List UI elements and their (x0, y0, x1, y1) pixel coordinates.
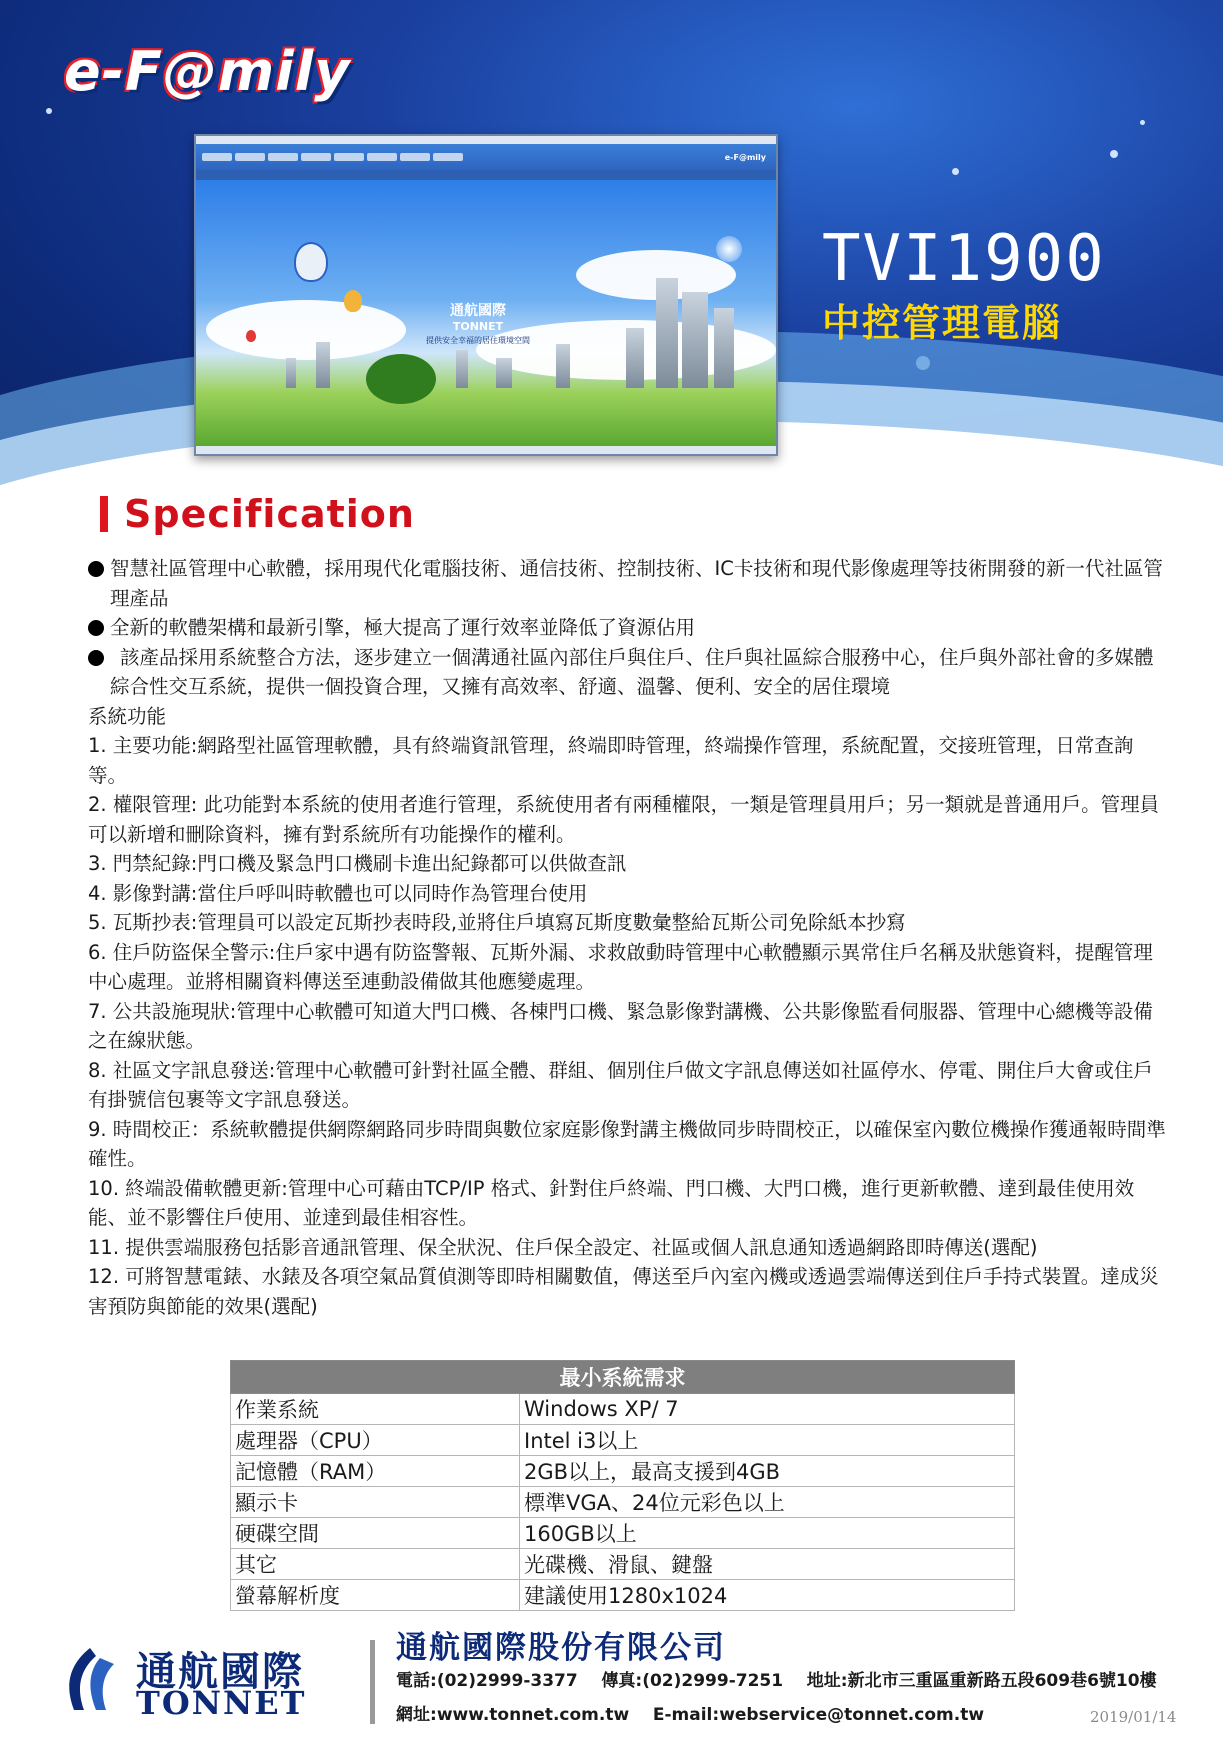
spec-title: Specification (124, 492, 415, 536)
phone-number: (02)2999-3377 (436, 1671, 578, 1691)
sun-icon (716, 236, 742, 262)
address: 新北市三重區重新路五段609巷6號10樓 (847, 1671, 1157, 1691)
balloon-icon (246, 330, 256, 342)
functions-title: 系統功能 (88, 704, 167, 728)
spec-heading (100, 494, 415, 534)
building-shape (682, 292, 708, 388)
building-shape (286, 358, 296, 388)
spec-bullet: 該產品採用系統整合方法，逐步建立一個溝通社區內部住戶與住戶、住戶與社區綜合服務中心，住戶與外部社會的多媒體綜合性交互系統，提供一個投資合理，又擁有高效率、舒適、溫馨、便利、安全的居住環境 (88, 643, 1168, 702)
window-statusbar (196, 446, 776, 454)
function-item: 3. 門禁紀錄:門口機及緊急門口機刷卡進出紀錄都可以供做查訊 (88, 852, 627, 875)
bullet-dot-icon (88, 620, 104, 636)
tree-shape (366, 354, 436, 404)
toolbar-icon (268, 153, 298, 161)
building-shape (556, 344, 570, 388)
efamily-logo: e-F@mily (64, 40, 351, 103)
screen-logo (426, 300, 530, 346)
function-item: 2. 權限管理: 此功能對本系統的使用者進行管理，系統使用者有兩種權限，一類是管理員用戶；另一類就是普通用戶。管理員可以新增和刪除資料，擁有對系統所有功能操作的權利。 (88, 793, 1160, 846)
fax-number: (02)2999-7251 (642, 1671, 784, 1691)
spec-bullet: 全新的軟體架構和最新引擎，極大提高了運行效率並降低了資源佔用 (88, 613, 1168, 643)
table-row: 記憶體（RAM） 2GB以上，最高支援到4GB (231, 1456, 1015, 1487)
table-row: 硬碟空間 160GB以上 (231, 1518, 1015, 1549)
bullet-dot-icon (88, 650, 104, 666)
function-item: 1. 主要功能:網路型社區管理軟體，具有終端資訊管理，終端即時管理，終端操作管理，系統配置，交接班管理，日常查詢等。 (88, 734, 1134, 787)
star-dot (1110, 150, 1118, 158)
balloon-icon (344, 290, 362, 312)
footer-divider (370, 1640, 375, 1724)
toolbar-icon (334, 153, 364, 161)
function-item: 5. 瓦斯抄表:管理員可以設定瓦斯抄表時段,並將住戶填寫瓦斯度數彙整給瓦斯公司免除紙本抄寫 (88, 911, 906, 934)
cloud-shape (206, 300, 406, 360)
screen-slogan: 提供安全幸福的居住環境空間 (426, 336, 530, 345)
tonnet-logo (60, 1640, 330, 1720)
contact-line: 網址:www.tonnet.com.tw E-mail:webservice@tonnet.com.tw (396, 1705, 985, 1725)
table-row: 顯示卡 標準VGA、24位元彩色以上 (231, 1487, 1015, 1518)
heading-accent-bar (100, 496, 108, 532)
tonnet-mark-icon (60, 1644, 120, 1714)
contact-line: 電話:(02)2999-3377 傳真:(02)2999-7251 地址:新北市三重區重新路五段609巷6號10樓 (396, 1671, 1157, 1691)
email-link[interactable]: webservice@tonnet.com.tw (719, 1705, 985, 1725)
spec-content (88, 554, 1168, 1321)
bullet-dot-icon (88, 561, 104, 577)
function-item: 8. 社區文字訊息發送:管理中心軟體可針對社區全體、群組、個別住戶做文字訊息傳送如社區停水、停電、開住戶大會或住戶有掛號信包裹等文字訊息發送。 (88, 1058, 1153, 1111)
function-item: 4. 影像對講:當住戶呼叫時軟體也可以同時作為管理台使用 (88, 881, 588, 905)
table-row: 作業系統 Windows XP/ 7 (231, 1394, 1015, 1425)
spec-bullet: 智慧社區管理中心軟體，採用現代化電腦技術、通信技術、控制技術、IC卡技術和現代影像處理等技術開發的新一代社區管理產品 (88, 554, 1168, 613)
building-shape (656, 278, 678, 388)
company-name: 通航國際股份有限公司 (396, 1630, 726, 1666)
toolbar-icon (433, 153, 463, 161)
function-item: 9. 時間校正：系統軟體提供網際網路同步時間與數位家庭影像對講主機做同步時間校正，以確保室內數位機操作獲通報時間準確性。 (88, 1117, 1166, 1170)
window-toolbar (196, 144, 776, 170)
screen-logo-cn: 通航國際 (450, 303, 506, 319)
building-shape (456, 350, 468, 388)
product-model: TVI1900 (822, 222, 1106, 296)
software-screenshot (194, 134, 778, 456)
building-shape (316, 342, 330, 388)
logo-cn: 通航國際 (136, 1649, 304, 1695)
screen-logo-en: TONNET (452, 320, 504, 333)
building-shape (496, 358, 512, 388)
table-row: 處理器（CPU） Intel i3以上 (231, 1425, 1015, 1456)
product-name: 中控管理電腦 (822, 301, 1063, 345)
toolbar-icon (400, 153, 430, 161)
toolbar-icon (235, 153, 265, 161)
requirements-title: 最小系統需求 (231, 1361, 1015, 1394)
building-shape (714, 308, 734, 388)
star-dot (46, 108, 52, 114)
hero-banner (0, 0, 1223, 530)
building-shape (626, 328, 644, 388)
logo-en: TONNET (136, 1684, 307, 1722)
website-link[interactable]: www.tonnet.com.tw (436, 1705, 630, 1725)
function-item: 12. 可將智慧電錶、水錶及各項空氣品質偵測等即時相關數值，傳送至戶內室內機或透過雲端傳送到住戶手持式裝置。達成災害預防與節能的效果(選配) (88, 1265, 1159, 1318)
window-titlebar (196, 136, 776, 144)
screen-brand: e-F@mily (724, 152, 766, 162)
window-menubar (196, 170, 776, 180)
function-item: 11. 提供雲端服務包括影音通訊管理、保全狀況、住戶保全設定、社區或個人訊息通知透過網路即時傳送(選配) (88, 1235, 1038, 1259)
document-date: 2019/01/14 (1090, 1708, 1177, 1726)
toolbar-icon (301, 153, 331, 161)
toolbar-icon (367, 153, 397, 161)
function-item: 6. 住戶防盜保全警示:住戶家中遇有防盜警報、瓦斯外漏、求救啟動時管理中心軟體顯示異常住戶名稱及狀態資料，提醒管理中心處理。並將相關資料傳送至連動設備做其他應變處理。 (88, 940, 1153, 993)
function-item: 7. 公共設施現狀:管理中心軟體可知道大門口機、各棟門口機、緊急影像對講機、公共影像監看伺服器、管理中心總機等設備之在線狀態。 (88, 999, 1153, 1052)
table-row: 其它 光碟機、滑鼠、鍵盤 (231, 1549, 1015, 1580)
star-dot (1140, 120, 1145, 125)
star-dot (952, 168, 959, 175)
requirements-table (230, 1360, 1015, 1611)
toolbar-icon (202, 153, 232, 161)
function-item: 10. 終端設備軟體更新:管理中心可藉由TCP/IP 格式、針對住戶終端、門口機、大門口機，進行更新軟體、達到最佳使用效能、並不影響住戶使用、並達到最佳相容性。 (88, 1176, 1135, 1229)
scene-image (196, 180, 776, 446)
balloon-icon (294, 242, 328, 282)
table-row: 螢幕解析度 建議使用1280x1024 (231, 1580, 1015, 1611)
